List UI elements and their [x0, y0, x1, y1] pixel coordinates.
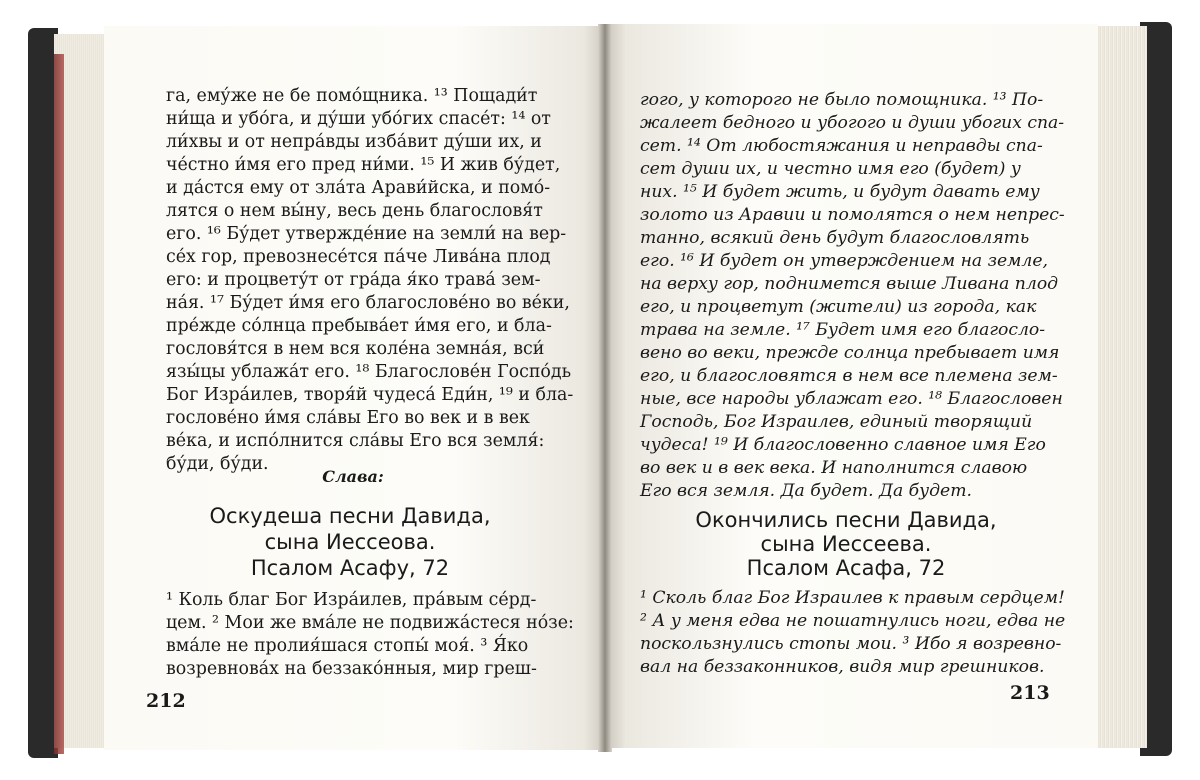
- slava-label: Слава:: [322, 467, 384, 486]
- right-line: трава на земле. ¹⁷ Будет имя его благосло-: [640, 320, 1046, 340]
- left-line: вма́ле не пролия́шася стопы́ моя́. ³ Я́ко: [166, 636, 529, 656]
- right-heading-line: Окончились песни Давида,: [695, 508, 997, 532]
- right-line: во век и в век века. И наполнится славою: [640, 458, 1028, 478]
- left-line: ли́хвы и от непра́вды изба́вит ду́ши их, и: [166, 132, 542, 152]
- right-line: гого, у которого не было помощника. ¹³ По-: [640, 90, 1044, 110]
- right-heading-line: Псалом Асафа, 72: [746, 556, 946, 580]
- left-line: ве́ка, и испо́лнится сла́вы Его вся земля́:: [166, 431, 545, 451]
- left-line: гословя́тся в нем вся коле́на земна́я, вси́: [166, 339, 545, 359]
- right-line: вал на беззаконников, видя мир грешников.: [640, 657, 1045, 677]
- left-heading-line: Псалом Асафу, 72: [250, 556, 450, 580]
- right-line: поскользнулись стопы мои. ³ Ибо я возревно-: [640, 634, 1062, 654]
- left-line: его. ¹⁶ Бу́дет утвержде́ние на земли́ на вер-: [166, 224, 567, 244]
- right-line: на верху гор, поднимется выше Ливана плод: [640, 274, 1059, 294]
- right-line: танно, всякий день будут благословлять: [640, 228, 1030, 248]
- left-line: пре́жде со́лнца пребыва́ет и́мя его, и бла-: [166, 316, 552, 336]
- right-line: Его вся земля. Да будет. Да будет.: [640, 481, 972, 501]
- left-heading-line: Оскудеша песни Давида,: [209, 504, 491, 528]
- right-line: Господь, Бог Израилев, единый творящий: [640, 412, 1033, 432]
- right-line: его, и процветут (жители) из города, как: [640, 297, 1037, 317]
- page-number-right: 213: [1010, 682, 1050, 704]
- left-line: че́стно и́мя его пред ни́ми. ¹⁵ И жив бу́дет,: [166, 155, 561, 175]
- left-line: возревнова́х на беззако́нныя, мир греш-: [166, 659, 537, 679]
- right-line: его, и благословятся в нем все племена зем-: [640, 366, 1058, 386]
- left-line: ¹ Коль благ Бог Изра́илев, пра́вым се́рд-: [166, 590, 537, 610]
- left-line: ни́ща и убо́га, и ду́ши убо́гих спасе́т: ¹⁴ от: [166, 109, 551, 129]
- left-line: га, ему́же не бе помо́щника. ¹³ Пощади́т: [166, 86, 538, 106]
- left-line: цем. ² Мои же вма́ле не подвижа́стеся но́зе:: [166, 613, 574, 633]
- left-line: гослове́но и́мя сла́вы Его во век и в век: [166, 408, 530, 428]
- left-line: его: и процвету́т от гра́да я́ко трава́ зем-: [166, 270, 541, 290]
- right-line: ¹ Сколь благ Бог Израилев к правым сердцем!: [640, 588, 1065, 608]
- right-line: чудеса! ¹⁹ И благословенно славное имя Его: [640, 435, 1046, 455]
- right-heading-line: сына Иессеева.: [760, 532, 932, 556]
- left-line: на́я. ¹⁷ Бу́дет и́мя его благослове́но во ве́ки,: [166, 293, 570, 313]
- right-line: сет души их, и честно имя его (будет) у: [640, 159, 1021, 179]
- left-line: Бог Изра́илев, творя́й чудеса́ Еди́н, ¹⁹ и бла-: [166, 385, 574, 405]
- left-heading-line: сына Иессеова.: [264, 530, 436, 554]
- right-line: сет. ¹⁴ От любостяжания и неправды спа-: [640, 136, 1043, 156]
- right-line: золото из Аравии и помолятся о нем непрес-: [640, 205, 1065, 225]
- page-edges-right: [1096, 26, 1147, 748]
- right-line: ные, все народы ублажат его. ¹⁸ Благословен: [640, 389, 1063, 409]
- page-number-left: 212: [146, 690, 186, 712]
- left-line: се́х гор, превознесе́тся па́че Лива́на плод: [166, 247, 551, 267]
- left-line: бу́ди, бу́ди.: [166, 454, 269, 474]
- right-line: его. ¹⁶ И будет он утверждением на земле,: [640, 251, 1048, 271]
- right-line: вено во веки, прежде солнца пребывает имя: [640, 343, 1060, 363]
- left-line: язы́цы ублажа́т его. ¹⁸ Благослове́н Госпо́дь: [166, 362, 572, 382]
- right-line: ² А у меня едва не пошатнулись ноги, едва не: [640, 611, 1066, 631]
- right-line: них. ¹⁵ И будет жить, и будут давать ему: [640, 182, 1040, 202]
- right-line: жалеет бедного и убогого и души убогих спа-: [640, 113, 1065, 133]
- left-line: и да́стся ему от зла́та Арави́йска, и помо́-: [166, 178, 551, 198]
- book-gutter: [598, 24, 612, 752]
- page-edges-left: [54, 34, 107, 748]
- left-line: лятся о нем вы́ну, весь день благословя́т: [166, 201, 543, 221]
